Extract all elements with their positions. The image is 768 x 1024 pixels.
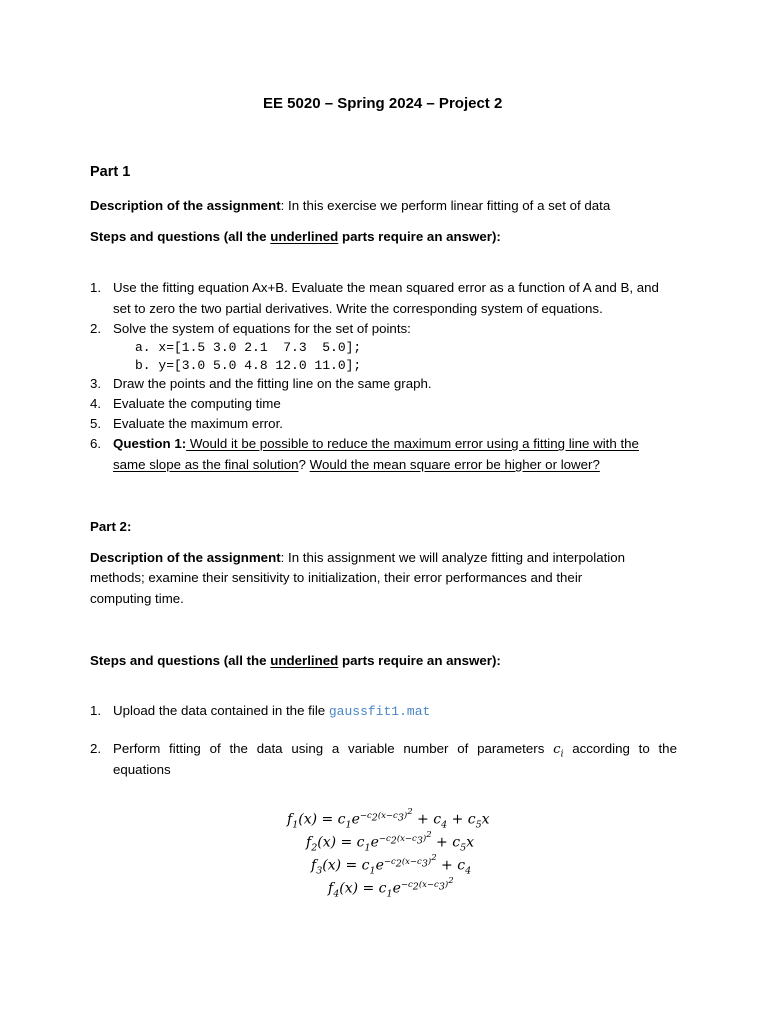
part2-description-line2: methods; examine their sensitivity to initialization, their error performances and their [90, 570, 583, 585]
steps-heading-text: Steps and questions (all the [90, 229, 271, 244]
part2-steps-heading [90, 653, 501, 669]
parameter-c: c [553, 742, 561, 757]
list-item-number: 1. [90, 280, 102, 295]
question-1-followup: Would the mean square error be higher or lower? [309, 457, 600, 472]
equation-f2: $f_2(x) = c_1e^{-c_2(x-c_3)^2} + c_5x$ [306, 830, 475, 854]
list-item-number: 4. [90, 396, 102, 411]
steps-heading-underlined: underlined [270, 653, 339, 668]
question-1-line1 [113, 436, 639, 452]
part2-heading: Part 2: [90, 519, 132, 534]
parameter-subscript: i [560, 749, 564, 760]
list-item-text: Use the fitting equation Ax+B. Evaluate the mean squared error as a function of A and B, and [113, 280, 659, 295]
parameter-symbol [553, 742, 564, 760]
list-item-text: Draw the points and the fitting line on the same graph. [113, 376, 432, 391]
fitting-text-end: according to the [572, 741, 677, 756]
equation-f4: $f_4(x) = c_1e^{-c_2(x-c_3)^2}$ [328, 876, 454, 900]
question-1-text: same slope as the final solution [113, 457, 299, 472]
part1-description-label: Description of the assignment [90, 198, 281, 213]
equation-f1: $f_1(x) = c_1e^{-c_2(x-c_3)^2} + c_4 + c_5x$ [287, 807, 490, 831]
question-1-line2 [113, 457, 600, 473]
part1-steps-heading [90, 229, 501, 245]
fitting-instruction-line1 [113, 741, 677, 763]
steps-heading-text: Steps and questions (all the [90, 653, 271, 668]
steps-heading-text-end: parts require an answer): [338, 229, 501, 244]
file-link[interactable]: gaussfit1.mat [328, 704, 431, 719]
list-item-text: Evaluate the maximum error. [113, 416, 283, 431]
list-item-number: 2. [90, 741, 102, 756]
sub-item-x-values: a. x=[1.5 3.0 2.1 7.3 5.0]; [135, 340, 362, 355]
part1-description-text: : In this exercise we perform linear fitting of a set of data [280, 198, 611, 213]
steps-heading-underlined: underlined [270, 229, 339, 244]
part2-description-label: Description of the assignment [90, 550, 281, 565]
page-title: EE 5020 – Spring 2024 – Project 2 [263, 95, 503, 112]
list-item-number: 3. [90, 376, 102, 391]
equation-f3: $f_3(x) = c_1e^{-c_2(x-c_3)^2} + c_4$ [311, 853, 472, 877]
list-item-number: 6. [90, 436, 102, 451]
question-mark: ? [298, 457, 306, 472]
sub-item-y-values: b. y=[3.0 5.0 4.8 12.0 11.0]; [135, 358, 362, 373]
upload-text: Upload the data contained in the file [113, 703, 329, 718]
list-item-number: 2. [90, 321, 102, 336]
part2-description-text: : In this assignment we will analyze fitting and interpolation [280, 550, 626, 565]
list-item-text: Evaluate the computing time [113, 396, 281, 411]
fitting-instruction-line2: equations [113, 762, 171, 777]
steps-heading-text-end: parts require an answer): [338, 653, 501, 668]
list-item-text: set to zero the two partial derivatives. Write the corresponding system of equations. [113, 301, 603, 316]
question-1-label: Question 1: [113, 436, 187, 451]
question-1-text: Would it be possible to reduce the maximum error using a fitting line with the [186, 436, 639, 451]
list-item-number: 1. [90, 703, 102, 718]
upload-instruction [113, 703, 430, 720]
fitting-text: Perform fitting of the data using a variable number of parameters [113, 741, 545, 756]
part1-description [90, 198, 610, 214]
part2-description [90, 550, 625, 566]
list-item-text: Solve the system of equations for the set of points: [113, 321, 411, 336]
list-item-number: 5. [90, 416, 102, 431]
part2-description-line3: computing time. [90, 591, 184, 606]
part1-heading: Part 1 [90, 164, 131, 180]
